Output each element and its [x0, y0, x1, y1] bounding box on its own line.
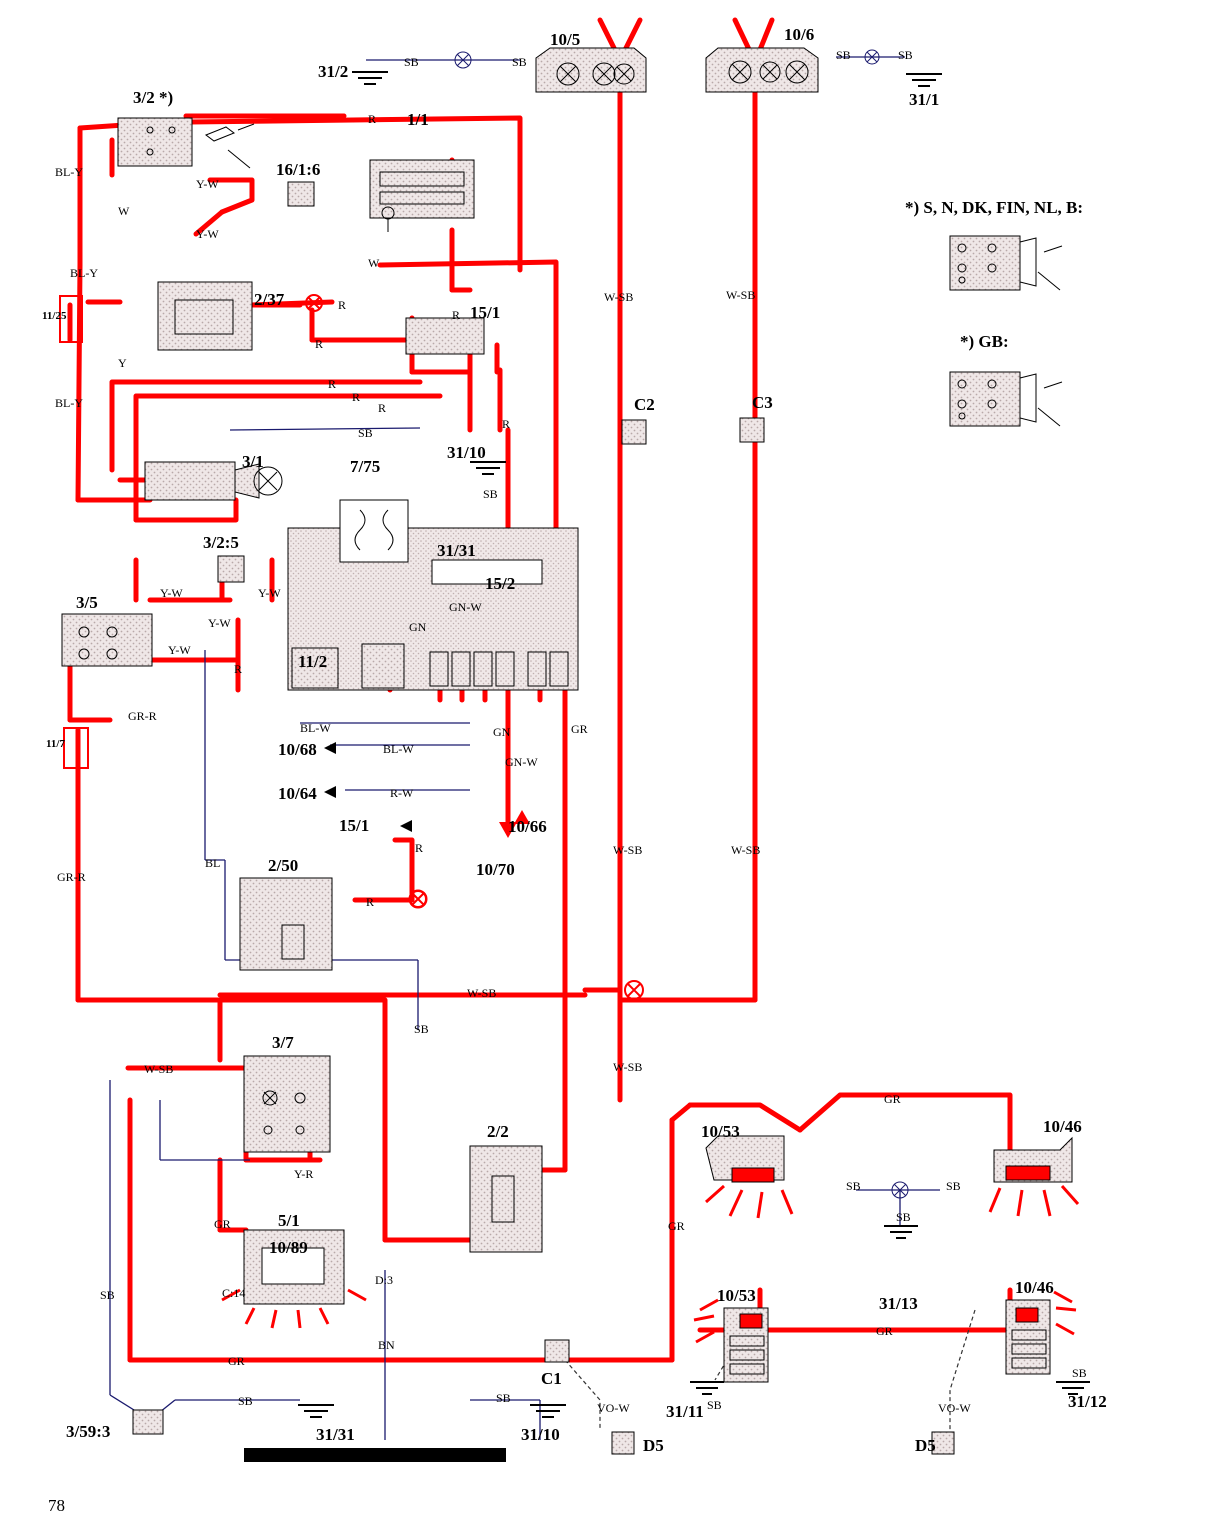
wire-label: BN	[378, 1338, 395, 1352]
component-label-31-12: 31/12	[1068, 1392, 1107, 1411]
wire-label: BL-Y	[55, 396, 83, 410]
wire-label: R	[315, 337, 324, 351]
wire-label: SB	[946, 1179, 961, 1193]
component-label-31-2: 31/2	[318, 62, 349, 81]
component-label-3-59-3: 3/59:3	[66, 1422, 111, 1441]
component-label-31-10-top: 31/10	[447, 443, 486, 462]
wire-label: GR	[876, 1324, 893, 1338]
wire-label: GR	[214, 1217, 231, 1231]
component-label-d5-left: D5	[643, 1436, 664, 1455]
wire-label: Y-W	[208, 616, 231, 630]
wire-label: R	[452, 308, 461, 322]
wire-label: SB	[896, 1210, 911, 1224]
wire-label: R	[338, 298, 347, 312]
component-label-10-68: 10/68	[278, 740, 317, 759]
component-label-10-64: 10/64	[278, 784, 317, 803]
market-note-gb: *) GB:	[960, 332, 1009, 351]
component-label-d5-right: D5	[915, 1436, 936, 1455]
component-label-10-46-upper: 10/46	[1043, 1117, 1082, 1136]
component-label-10-89: 10/89	[269, 1238, 308, 1257]
wire-label: W	[118, 204, 130, 218]
wire-label: R	[415, 841, 424, 855]
wire-label: Y-W	[258, 586, 281, 600]
component-label-10-5: 10/5	[550, 30, 581, 49]
wire-label: GN	[493, 725, 511, 739]
wire-label: R	[352, 390, 361, 404]
wire-label: SB	[512, 55, 527, 69]
wire-label: W-SB	[731, 843, 761, 857]
wire-label: SB	[358, 426, 373, 440]
component-label-7-75: 7/75	[350, 457, 381, 476]
component-label-31-1: 31/1	[909, 90, 940, 109]
wire-label: W-SB	[726, 288, 756, 302]
wire-label: W-SB	[613, 843, 643, 857]
wire-label: Y-W	[196, 177, 219, 191]
component-label-3-2-5: 3/2:5	[203, 533, 239, 552]
wire-label: SB	[836, 48, 851, 62]
wire-label: GR	[571, 722, 588, 736]
component-label-5-1: 5/1	[278, 1211, 300, 1230]
wire-label: BL-W	[383, 742, 414, 756]
wire-label: R	[234, 662, 243, 676]
component-label-10-53-upper: 10/53	[701, 1122, 740, 1141]
wire-label: W-SB	[144, 1062, 174, 1076]
wire-label: D:3	[375, 1273, 393, 1287]
wire-label: GR-R	[128, 709, 157, 723]
component-label-2-50: 2/50	[268, 856, 299, 875]
wire-label: Y-R	[294, 1167, 314, 1181]
wire-label: SB	[100, 1288, 115, 1302]
wire-label: VO-W	[938, 1401, 971, 1415]
wire-label: Y-W	[160, 586, 183, 600]
wire-label: GN-W	[505, 755, 538, 769]
component-label-31-31-bottom: 31/31	[316, 1425, 355, 1444]
component-label-c2: C2	[634, 395, 655, 414]
component-label-c1: C1	[541, 1369, 562, 1388]
wire-label: SB	[707, 1398, 722, 1412]
wire-label: GR	[668, 1219, 685, 1233]
wire-label: R	[366, 895, 375, 909]
wire-label: R	[368, 112, 377, 126]
wire-label: BL-W	[300, 721, 331, 735]
component-label-11-7: 11/7	[46, 738, 65, 750]
wire-label: SB	[483, 487, 498, 501]
wire-label: R	[328, 377, 337, 391]
component-label-2-37: 2/37	[254, 290, 285, 309]
component-label-3-1: 3/1	[242, 452, 264, 471]
wire-label: SB	[404, 55, 419, 69]
component-label-31-31-top: 31/31	[437, 541, 476, 560]
wire-label: SB	[238, 1394, 253, 1408]
component-label-15-1-top: 15/1	[470, 303, 501, 322]
wire-label: BL	[205, 856, 221, 870]
wire-label: SB	[846, 1179, 861, 1193]
component-label-c3: C3	[752, 393, 773, 412]
wire-label: GN-W	[449, 600, 482, 614]
wire-label: GR	[228, 1354, 245, 1368]
component-label-3-2: 3/2 *)	[133, 88, 174, 107]
wire-label: C:14	[222, 1286, 246, 1300]
component-label-31-13: 31/13	[879, 1294, 918, 1313]
wire-label: W-SB	[467, 986, 497, 1000]
wire-label: Y-W	[196, 227, 219, 241]
component-label-15-2: 15/2	[485, 574, 516, 593]
wire-label: W	[368, 256, 380, 270]
market-note-scandinavia: *) S, N, DK, FIN, NL, B:	[905, 198, 1084, 217]
component-label-10-53-lower: 10/53	[717, 1286, 756, 1305]
component-label-10-70: 10/70	[476, 860, 515, 879]
wire-label: R-W	[390, 786, 414, 800]
component-label-15-1-mid: 15/1	[339, 816, 370, 835]
component-label-11-25: 11/25	[42, 310, 67, 322]
component-label-10-6: 10/6	[784, 25, 815, 44]
page-number: 78	[48, 1496, 65, 1515]
component-label-2-2: 2/2	[487, 1122, 509, 1141]
wire-label: R	[378, 401, 387, 415]
wire-label: SB	[898, 48, 913, 62]
wire-label: GN	[409, 620, 427, 634]
wire-label: W-SB	[613, 1060, 643, 1074]
wire-label: R	[502, 417, 511, 431]
wire-label: BL-Y	[70, 266, 98, 280]
wire-label: SB	[496, 1391, 511, 1405]
wire-label: GR	[884, 1092, 901, 1106]
component-label-1-1: 1/1	[407, 110, 429, 129]
component-label-10-46-lower: 10/46	[1015, 1278, 1054, 1297]
wire-label: VO-W	[597, 1401, 630, 1415]
component-label-3-7: 3/7	[272, 1033, 294, 1052]
wire-label: Y	[118, 356, 127, 370]
wire-label: SB	[1072, 1366, 1087, 1380]
component-label-16-1-6: 16/1:6	[276, 160, 321, 179]
wire-label: BL-Y	[55, 165, 83, 179]
wire-label: SB	[414, 1022, 429, 1036]
component-label-3-5: 3/5	[76, 593, 98, 612]
component-label-10-66: 10/66	[508, 817, 547, 836]
component-label-31-11: 31/11	[666, 1402, 704, 1421]
component-label-11-2: 11/2	[298, 652, 328, 671]
wire-label: GR-R	[57, 870, 86, 884]
component-label-31-10-bottom: 31/10	[521, 1425, 560, 1444]
wire-label: Y-W	[168, 643, 191, 657]
wire-label: W-SB	[604, 290, 634, 304]
